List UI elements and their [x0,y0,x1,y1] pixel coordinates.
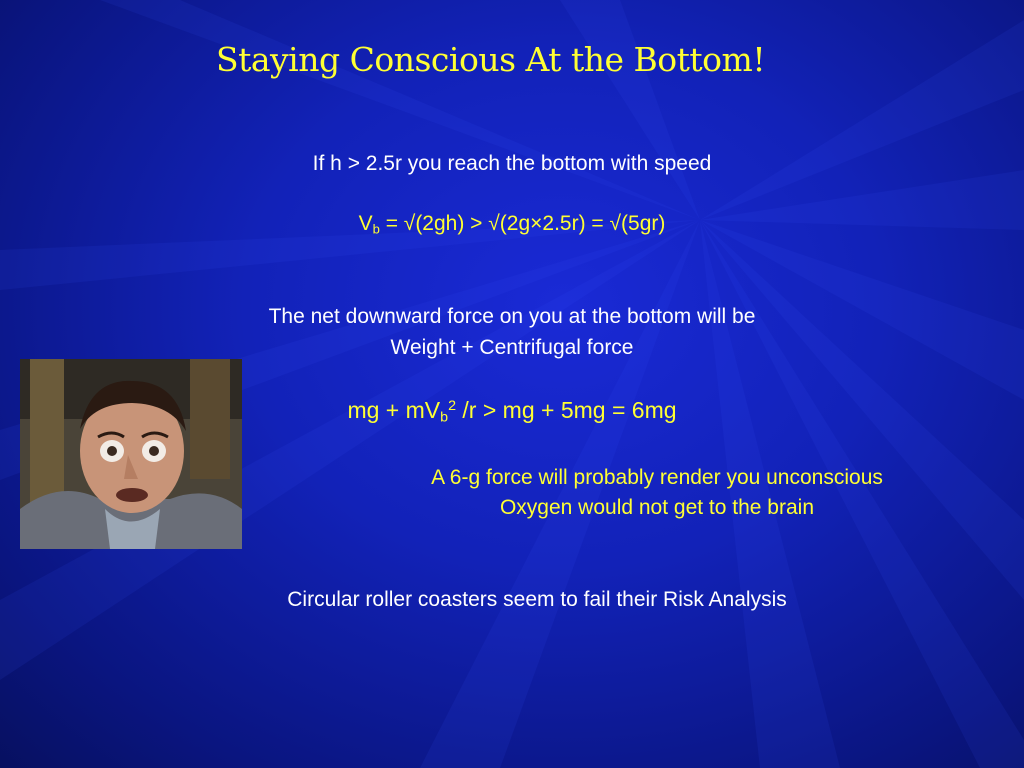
eq2-suffix: /r > mg + 5mg = 6mg [456,397,677,423]
slide-title: Staying Conscious At the Bottom! [216,40,766,79]
eq2-sub: b [440,409,449,426]
eq1-sub: b [372,221,380,237]
eq1-v: V [358,212,373,235]
eq1-rest: = √(2gh) > √(2g×2.5r) = √(5gr) [379,212,666,235]
weight-centrifugal-text: Weight + Centrifugal force [390,336,634,359]
eq2-sup: 2 [448,398,457,415]
rider-face-photo [20,359,242,549]
rider-face-image [20,359,242,549]
net-force-text: The net downward force on you at the bottom will be [268,305,756,328]
eq2-prefix: mg + mV [347,397,441,423]
speed-equation [0,212,1024,236]
oxygen-note: Oxygen would not get to the brain [499,496,815,519]
speed-condition-text: If h > 2.5r you reach the bottom with speed [312,152,712,175]
conclusion-text: Circular roller coasters seem to fail their Risk Analysis [287,588,787,611]
unconscious-note: A 6-g force will probably render you unconscious [431,466,883,489]
